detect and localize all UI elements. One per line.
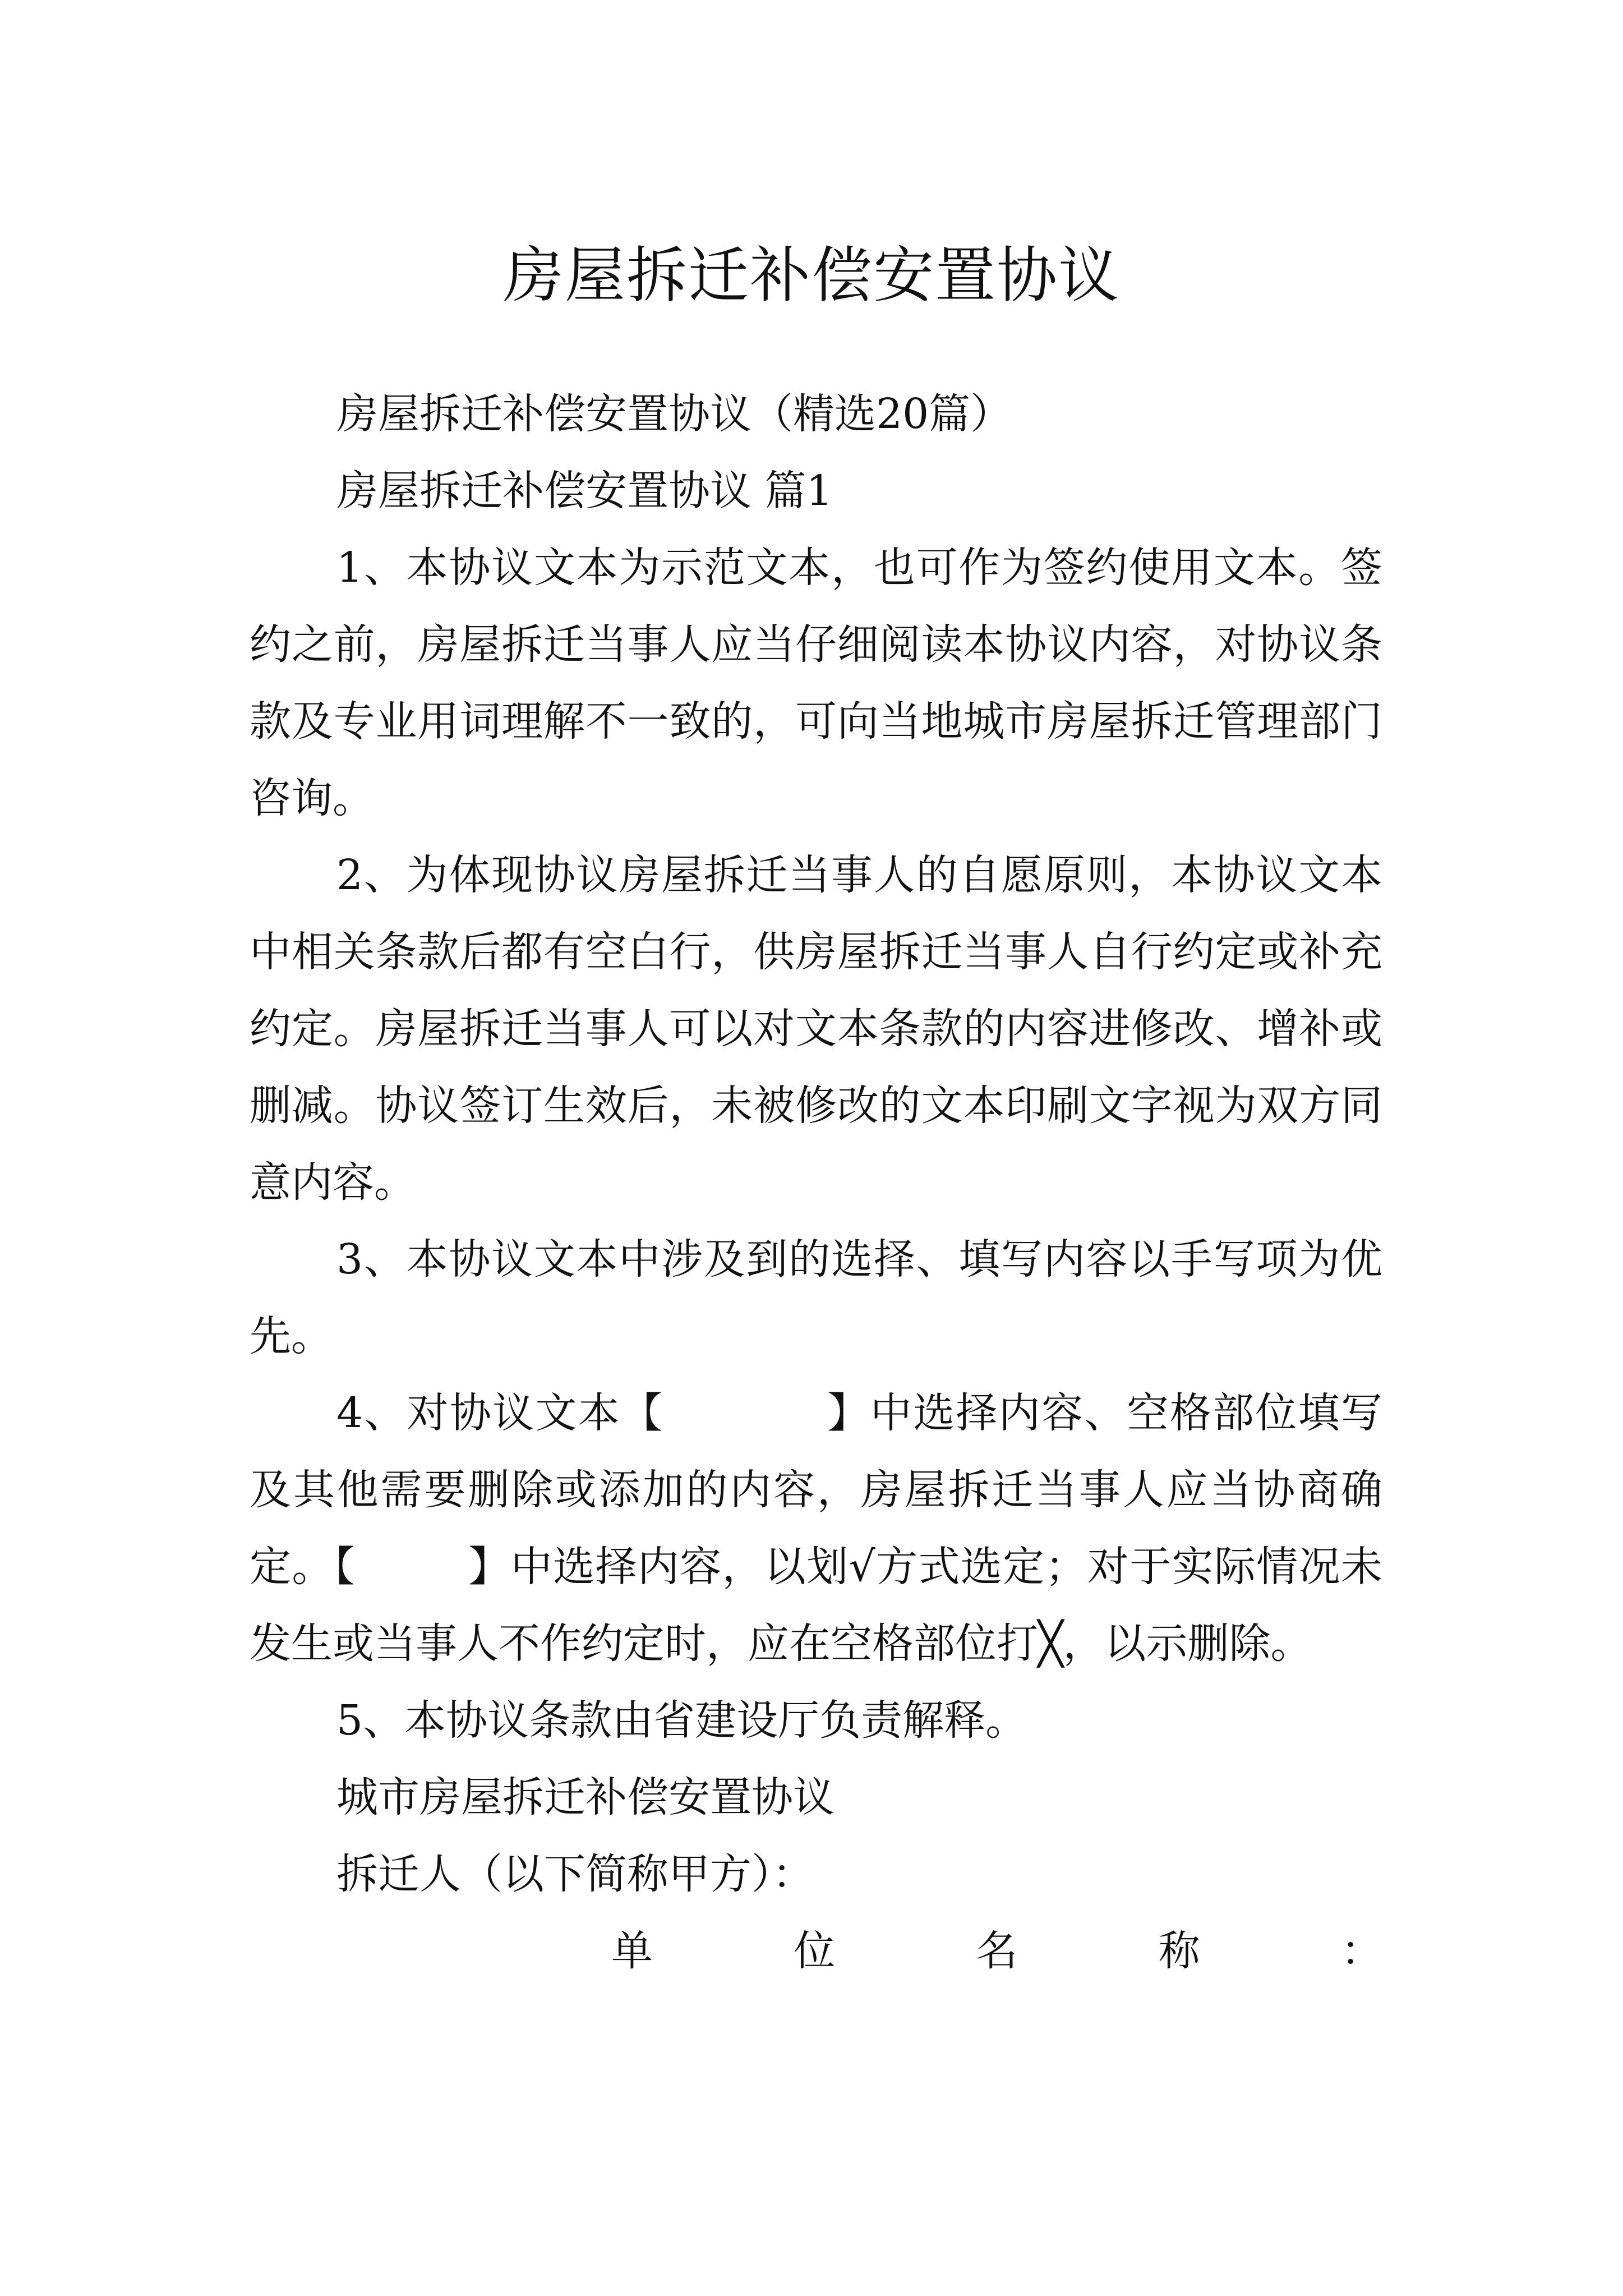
paragraph-item-1: 1、本协议文本为示范文本，也可作为签约使用文本。签约之前，房屋拆迁当事人应当仔细阅读本协议内容，对协议条款及专业用词理解不一致的，可向当地城市房屋拆迁管理部门咨询。 xyxy=(250,544,1382,822)
paragraph-item-4-part-c: 】中选择内容，以划√方式选定；对于实际情况未发生或当事人不作约定时，应在空格部位打╳，以示删除。 xyxy=(250,1543,1382,1668)
unit-name-line xyxy=(250,1913,1382,1990)
document-title: 房屋拆迁补偿安置协议 xyxy=(502,241,1120,311)
paragraph-item-5: 5、本协议条款由省建设厅负责解释。 xyxy=(336,1696,1027,1745)
paragraph-party-a: 拆迁人（以下简称甲方）： xyxy=(336,1850,814,1898)
paragraph-item-4-part-b: 】中选择内容、空格部位填写及其他需要删除或添加的内容，房屋拆迁当事人应当协商确定。【 xyxy=(250,1389,1382,1591)
document-body xyxy=(250,376,1382,1990)
paragraph-item-2: 2、为体现协议房屋拆迁当事人的自愿原则，本协议文本中相关条款后都有空白行，供房屋拆迁当事人自行约定或补充约定。房屋拆迁当事人可以对文本条款的内容进修改、增补或删减。协议签订生效后，未被修改的文本印刷文字视为双方同意内容。 xyxy=(250,851,1382,1207)
unit-name-char: 名 xyxy=(976,1927,1018,1975)
paragraph-item-3: 3、本协议文本中涉及到的选择、填写内容以手写项为优先。 xyxy=(250,1235,1382,1360)
paragraph-agreement-title: 城市房屋拆迁补偿安置协议 xyxy=(336,1773,834,1821)
unit-name-char: 称 xyxy=(1158,1927,1200,1975)
unit-name-colon: ： xyxy=(1341,1927,1382,1975)
paragraph-item-4 xyxy=(250,1375,1382,1682)
unit-name-char: 单 xyxy=(611,1927,653,1975)
paragraph-item-4-part-a: 4、对协议文本【 xyxy=(336,1389,664,1437)
paragraph-article-heading: 房屋拆迁补偿安置协议 篇1 xyxy=(336,467,833,515)
unit-name-char: 位 xyxy=(794,1927,836,1975)
paragraph-collection-title: 房屋拆迁补偿安置协议（精选20篇） xyxy=(336,390,1012,438)
